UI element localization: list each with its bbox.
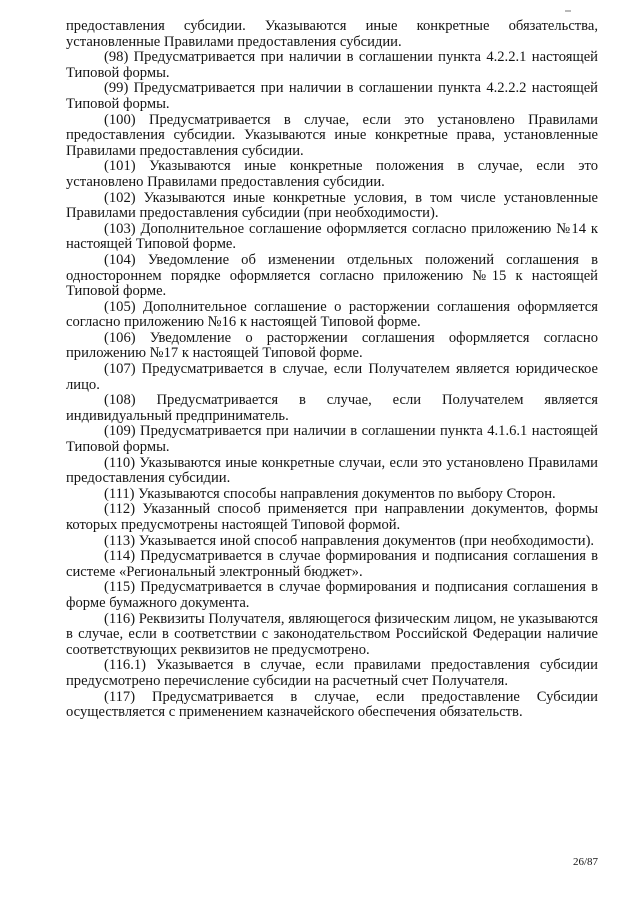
footnote-111: (111) Указываются способы направления документов по выбору Сторон. [104, 485, 556, 502]
footnote-109: (109) Предусматривается при наличии в соглашении пункта 4.1.6.1 настоящей Типовой формы. [66, 423, 598, 456]
footnote-100: (100) Предусматривается в случае, если это установлено Правилами предоставления субсидии. Указываются иные конкретные права, установленные Правилами предоставления субсидии. [66, 111, 598, 159]
footnote-107: (107) Предусматривается в случае, если Получателем является юридическое лицо. [66, 361, 598, 393]
footnote-99: (99) Предусматривается при наличии в соглашении пункта 4.2.2.2 настоящей Типовой формы. [66, 80, 598, 112]
footnote-115: (115) Предусматривается в случае формирования и подписания соглашения в форме бумажного документа. [66, 579, 598, 611]
footnote-108: (108) Предусматривается в случае, если Получателем является индивидуальный предприниматель. [66, 392, 598, 424]
footnote-116-1: (116.1) Указывается в случае, если правилами предоставления субсидии предусмотрено перечисление субсидии на расчетный счет Получателя. [66, 657, 598, 689]
footnote-114: (114) Предусматривается в случае формирования и подписания соглашения в системе «Региональный электронный бюджет». [66, 548, 598, 580]
footnote-110: (110) Указываются иные конкретные случаи, если это установлено Правилами предоставления субсидии. [66, 454, 598, 487]
footnote-98: (98) Предусматривается при наличии в соглашении пункта 4.2.2.1 настоящей Типовой формы. [66, 49, 598, 81]
footnote-102: (102) Указываются иные конкретные условия, в том числе установленные Правилами предоставления субсидии (при необходимости). [66, 189, 598, 222]
footnote-103: (103) Дополнительное соглашение оформляется согласно приложению №14 к настоящей Типовой форме. [66, 220, 598, 253]
page-number: 26/87 [572, 856, 598, 868]
footnote-104: (104) Уведомление об изменении отдельных положений соглашения в одностороннем порядке оформляется согласно приложению №15 к настоящей Типовой форме. [66, 251, 598, 300]
footnote-continuation: предоставления субсидии. Указываются иные конкретные обязательства, установленные Правилами предоставления субсидии. [66, 18, 598, 50]
scan-artifact [565, 10, 571, 12]
footnote-101: (101) Указываются иные конкретные положения в случае, если это установлено Правилами предоставления субсидии. [66, 158, 598, 190]
footnote-105: (105) Дополнительное соглашение о расторжении соглашения оформляется согласно приложению №16 к настоящей Типовой форме. [66, 298, 598, 331]
footnote-106: (106) Уведомление о расторжении соглашения оформляется согласно приложению №17 к настоящей Типовой форме. [66, 329, 598, 362]
footnote-116: (116) Реквизиты Получателя, являющегося физическим лицом, не указываются в случае, если в соответствии с законодательством Российской Федерации наличие соответствующих реквизитов не предусмотрено. [66, 610, 598, 658]
footnote-112: (112) Указанный способ применяется при направлении документов, формы которых предусмотрены настоящей Типовой формой. [66, 501, 598, 533]
footnote-117: (117) Предусматривается в случае, если предоставление Субсидии осуществляется с применением казначейского обеспечения обязательств. [66, 688, 598, 721]
footnote-113: (113) Указывается иной способ направления документов (при необходимости). [104, 532, 595, 549]
